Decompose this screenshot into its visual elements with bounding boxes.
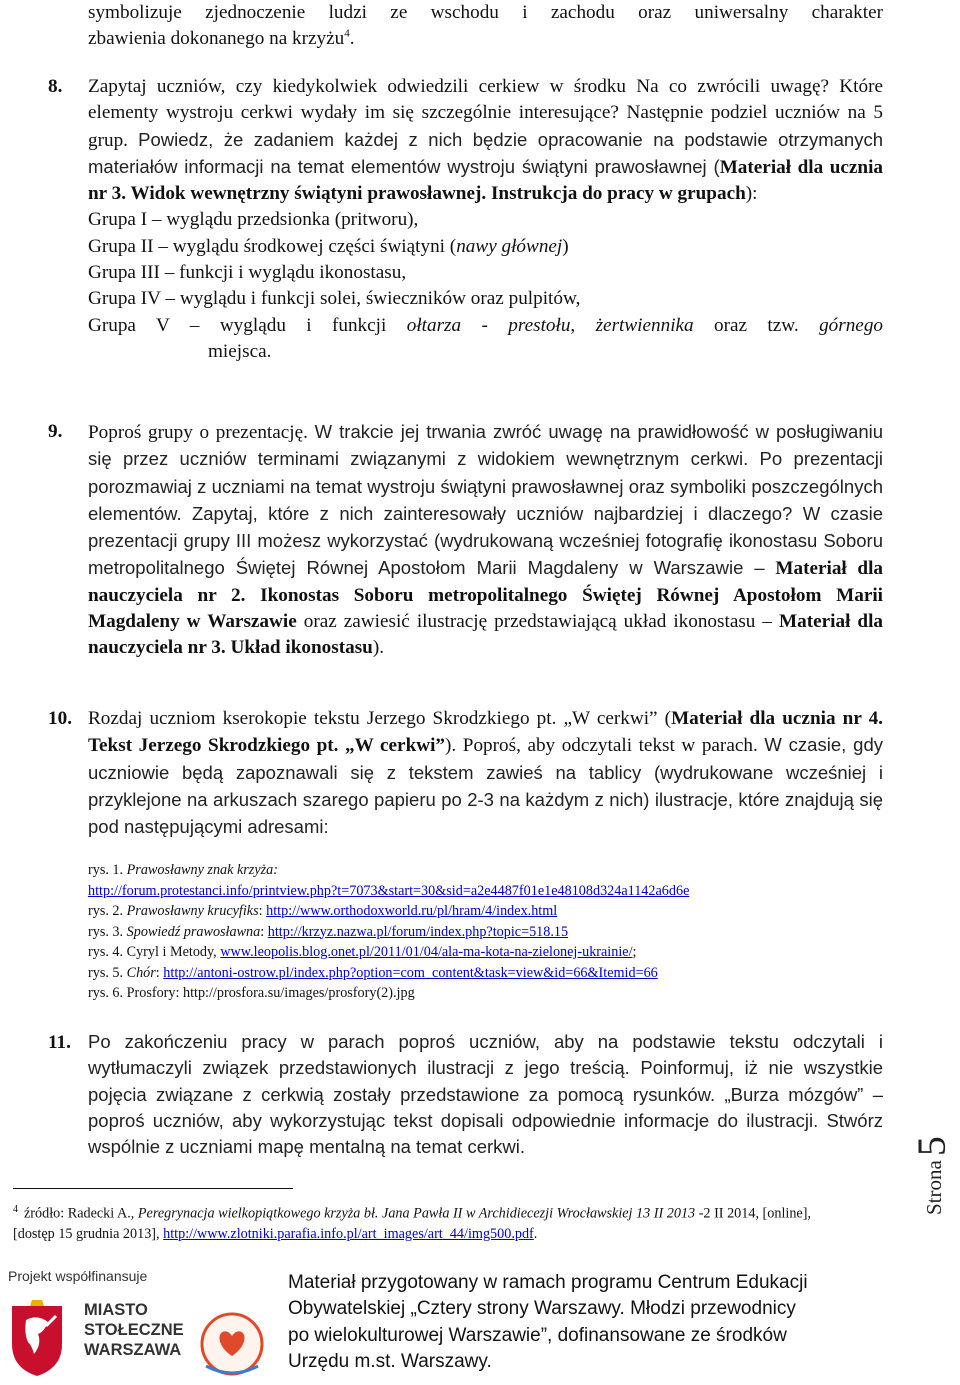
warsaw-crest-icon: [8, 1296, 66, 1378]
link-row-1-url: [88, 881, 878, 902]
footnote-end: .: [533, 1226, 538, 1243]
row-3-title: Spowiedź prawosławna: [126, 923, 261, 940]
city-line-3: WARSZAWA: [84, 1341, 182, 1359]
footer-line-2: Obywatelskiej „Cztery strony Warszawy. Młodzi przewodnicy: [288, 1298, 796, 1320]
group-4: Grupa IV – wyglądu i funkcji solei, świeczników oraz pulpitów,: [88, 288, 581, 310]
footnote-ref[interactable]: 4: [344, 27, 350, 40]
group-2-text: Grupa II – wyglądu środkowej części świątyni (: [88, 235, 457, 257]
page-value: 5: [909, 1136, 954, 1157]
item-8-colon: ):: [745, 183, 758, 205]
footer-line-4: Urzędu m.st. Warszawy.: [288, 1351, 492, 1373]
link-2[interactable]: http://www.orthodoxworld.ru/pl/hram/4/index.html: [266, 903, 558, 919]
footer-line-3: po wielokulturowej Warszawie”, dofinansowane ze środków: [288, 1324, 787, 1346]
link-1[interactable]: http://forum.protestanci.info/printview.php?t=7073&start=30&sid=a2e4487f01e1e48108d324a1142a6d6e: [88, 882, 690, 899]
item-9-sentence-1: Poproś grupy o prezentację.: [88, 422, 308, 443]
group-5-term-3: górnego: [819, 314, 884, 336]
link-row-6: rys. 6. Prosfory: http://prosfora.su/images/prosfory(2).jpg: [88, 985, 415, 1001]
row-3-number: rys. 3.: [88, 923, 124, 940]
item-9-text: [88, 419, 883, 662]
row-5-title: Chór: [126, 964, 156, 981]
item-8-number: 8.: [48, 76, 63, 97]
zakochaj-sie-logo: [196, 1308, 268, 1378]
footnote-link[interactable]: http://www.zlotniki.parafia.info.pl/art_images/art_44/img500.pdf: [163, 1226, 534, 1243]
row-1-title-a: Prawosł: [126, 862, 174, 878]
footnote-title: Peregrynacja wielkopiątkowego krzyża bł. Jana Pawła II w Archidiecezji Wrocławskiej 13 II 2013: [137, 1205, 696, 1222]
footnote-number: 4: [13, 1204, 18, 1215]
link-row-3: [88, 922, 878, 943]
link-4[interactable]: www.leopolis.blog.onet.pl/2011/01/04/ala-ma-kota-na-zielonej-ukrainie/: [220, 944, 633, 960]
item-9-material-2: Materiał dla nauczyciela nr 2. Ikonostas Soboru metropolitalnego Świętej Równej Apostołom Marii Magdaleny w Warszawie: [88, 558, 884, 633]
row-4-semicolon: ;: [632, 944, 637, 960]
row-3-colon: :: [260, 923, 265, 940]
illustration-links: [88, 860, 878, 1004]
city-name: [84, 1300, 184, 1360]
row-1-number: rys. 1.: [88, 862, 124, 878]
link-row-5: [88, 963, 878, 984]
group-5-comma: ,: [570, 314, 576, 336]
intro-paragraph: [88, 0, 883, 53]
item-9-sentence-2: W trakcie jej trwania zwróć uwagę na prawidłowość w posługiwaniu się przez uczniów terminami związanymi z widokiem wewnętrznym cerkwi. Po prezentacji porozmawiaj z uczniami na temat wystroju świątyni prawosławnej oraz symboliki poszczególnych elementów. Zapytaj, które z nich zainteresowały uczniów najbardziej i dlaczego? W czasie prezentacji grupy III możesz wykorzystać (wydrukowaną wcześniej fotografię ikonostasu Soboru metropolitalnego Świętej Równej Apostołom Marii Magdaleny w Warszawie –: [88, 421, 884, 579]
footnote: [13, 1200, 853, 1245]
footnote-source: źródło: Radecki A.,: [24, 1205, 135, 1222]
link-row-4: [88, 942, 878, 963]
item-11-text: Po zakończeniu pracy w parach poproś uczniów, aby na podstawie tekstu odczytali i wytłumaczyli związek przedstawionych ilustracji z jego treścią. Poinformuj, iż nie wszystkie pojęcia związane z cerkwią zostały przedstawione za pomocą rysunków. „Burza mózgów” – poproś uczniów, aby wykorzystując tekst dopisali odpowiednie informacje do ilustracji. Stwórz wspólnie z uczniami mapę mentalną na temat cerkwi.: [88, 1031, 883, 1158]
item-8-sentence-2: Powiedz, że zadaniem każdej z nich będzie opracowanie na podstawie otrzymanych materiałów informacji na temat elementów wystroju świątyni prawosławnej (: [88, 128, 883, 177]
item-10-sentence-1: Rozdaj uczniom kserokopie tekstu Jerzego Skrodzkiego pt. „W cerkwi” (: [88, 708, 672, 729]
row-2-number: rys. 2.: [88, 903, 124, 919]
group-3: Grupa III – funkcji i wyglądu ikonostasu,: [88, 262, 407, 284]
row-2-title: Prawosławny krucyfiks: [126, 903, 259, 919]
group-5-tzw: oraz tzw.: [714, 314, 799, 336]
footnote-divider: [13, 1188, 293, 1189]
item-10-text: [88, 706, 883, 841]
item-9-end: ).: [372, 637, 385, 659]
link-row-1-label: [88, 860, 878, 881]
group-1: Grupa I – wyglądu przedsionka (pritworu),: [88, 209, 419, 231]
city-line-1: MIASTO: [84, 1301, 148, 1319]
item-8-material: Materiał dla ucznia nr 3. Widok wewnętrzny świątyni prawosławnej. Instrukcja do pracy w grupach: [88, 156, 883, 205]
intro-text: zbawienia dokonanego na krzyżu: [88, 28, 345, 50]
item-10-number: 10.: [48, 708, 72, 729]
group-5-cont: miejsca.: [208, 340, 272, 362]
item-10-sentence-3: W czasie, gdy uczniowie będą zapoznawali się z tekstem zawieś na tablicy (wydrukowane wcześniej i przyklejone na arkuszach szarego papieru po 2-3 na każdym z nich) ilustracje, które znajdują się pod następującymi adresami:: [88, 734, 883, 838]
intro-line-2: [88, 26, 883, 52]
item-8-text: [88, 74, 883, 365]
item-9-number: 9.: [48, 421, 63, 442]
cofinance-label: Projekt współfinansuje: [8, 1268, 148, 1284]
group-5-text: Grupa V – wyglądu i funkcji: [88, 314, 387, 336]
item-9-material-3: Materiał dla nauczyciela nr 3. Układ ikonostasu: [88, 611, 884, 659]
intro-line-1: symbolizuje zjednoczenie ludzi ze wschodu i zachodu oraz uniwersalny charakter: [88, 2, 883, 23]
item-8-sentence-1: Zapytaj uczniów, czy kiedykolwiek odwiedzili cerkiew w środku Na co zwrócili uwagę? Które elementy wystroju cerkwi wydały im się szczególnie interesujące? Następnie podziel uczniów na 5 grup.: [88, 76, 883, 151]
sponsor-logos: [0, 1262, 280, 1385]
group-2-end: ): [562, 235, 569, 257]
footer-note: [288, 1270, 888, 1376]
city-line-2: STOŁECZNE: [84, 1321, 184, 1339]
intro-end: .: [349, 28, 355, 50]
group-2-term: nawy głównej: [456, 235, 563, 257]
link-3[interactable]: http://krzyz.nazwa.pl/forum/index.php?topic=518.15: [267, 923, 569, 940]
row-1-title-b: awny znak krzyża:: [173, 862, 278, 878]
group-5-term-2: żertwiennika: [595, 314, 694, 336]
link-row-2: [88, 901, 878, 922]
group-2: [88, 234, 883, 260]
link-5[interactable]: http://antoni-ostrow.pl/index.php?option=com_content&task=view&id=66&Itemid=66: [163, 964, 658, 981]
group-5-term-1: ołtarza - prestołu: [406, 314, 571, 336]
page-number: [908, 1136, 954, 1215]
row-5-colon: :: [155, 964, 160, 981]
item-10-material-4: Materiał dla ucznia nr 4. Tekst Jerzego Skrodzkiego pt. „W cerkwi”: [88, 708, 883, 757]
item-11-number: 11.: [48, 1032, 71, 1053]
footer-line-1: Materiał przygotowany w ramach programu Centrum Edukacji: [288, 1272, 808, 1293]
item-9-sentence-3: oraz zawiesić ilustrację przedstawiającą układ ikonostasu –: [303, 611, 773, 633]
footnote-date: -2 II 2014, [online], [dostęp 15 grudnia 2013],: [13, 1205, 811, 1243]
page-label: Strona: [922, 1160, 946, 1215]
row-2-colon: :: [258, 903, 263, 919]
item-10-sentence-2: ). Poproś, aby odczytali tekst w parach.: [445, 735, 758, 757]
row-5-number: rys. 5.: [88, 964, 124, 981]
group-5: [88, 313, 883, 339]
row-4-label: rys. 4. Cyryl i Metody,: [88, 944, 217, 960]
